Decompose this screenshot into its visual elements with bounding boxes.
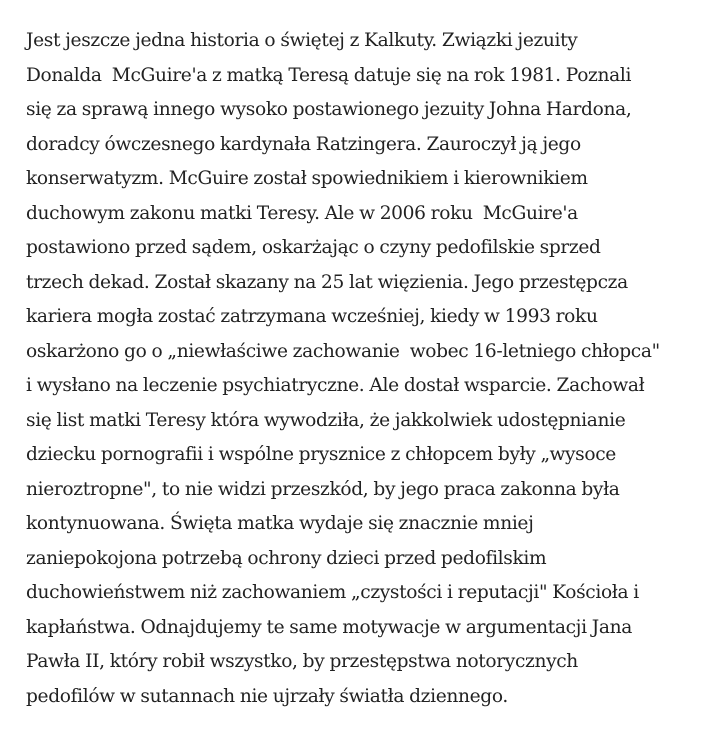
text-line: oskarżono go o „niewłaściwe zachowanie wobec 16-letniego chłopca" (26, 340, 660, 362)
text-line: się za sprawą innego wysoko postawionego jezuity Johna Hardona, (26, 99, 632, 120)
text-line: kariera mogła zostać zatrzymana wcześniej, kiedy w 1993 roku (26, 306, 598, 327)
text-line: Jest jeszcze jedna historia o świętej z Kalkuty. Związki jezuity (26, 30, 578, 51)
text-line: postawiono przed sądem, oskarżając o czyny pedofilskie sprzed (26, 237, 601, 258)
article-paragraph (26, 24, 716, 714)
text-line: duchowieństwem niż zachowaniem „czystości i reputacji" Kościoła i (26, 582, 639, 603)
text-line: Donalda McGuire'a z matką Teresą datuje się na rok 1981. Poznali (26, 64, 632, 86)
text-line: pedofilów w sutannach nie ujrzały światła dziennego. (26, 685, 508, 707)
text-line: i wysłano na leczenie psychiatryczne. Ale dostał wsparcie. Zachował (26, 375, 645, 396)
text-line: dziecku pornografii i wspólne prysznice z chłopcem były „wysoce (26, 444, 616, 465)
text-line: kapłaństwa. Odnajdujemy te same motywacje w argumentacji Jana (26, 616, 632, 638)
text-line: kontynuowana. Święta matka wydaje się znacznie mniej (26, 513, 534, 534)
text-line: się list matki Teresy która wywodziła, że jakkolwiek udostępnianie (26, 409, 626, 431)
text-line: doradcy ówczesnego kardynała Ratzingera. Zauroczył ją jego (26, 133, 581, 155)
text-line: duchowym zakonu matki Teresy. Ale w 2006 roku McGuire'a (26, 202, 578, 224)
text-line: trzech dekad. Został skazany na 25 lat więzienia. Jego przestępcza (26, 271, 628, 293)
text-line: zaniepokojona potrzebą ochrony dzieci przed pedofilskim (26, 547, 547, 569)
text-line: konserwatyzm. McGuire został spowiednikiem i kierownikiem (26, 168, 588, 189)
text-line: Pawła II, który robił wszystko, by przestępstwa notorycznych (26, 651, 578, 672)
text-line: nieroztropne", to nie widzi przeszkód, by jego praca zakonna była (26, 478, 620, 500)
